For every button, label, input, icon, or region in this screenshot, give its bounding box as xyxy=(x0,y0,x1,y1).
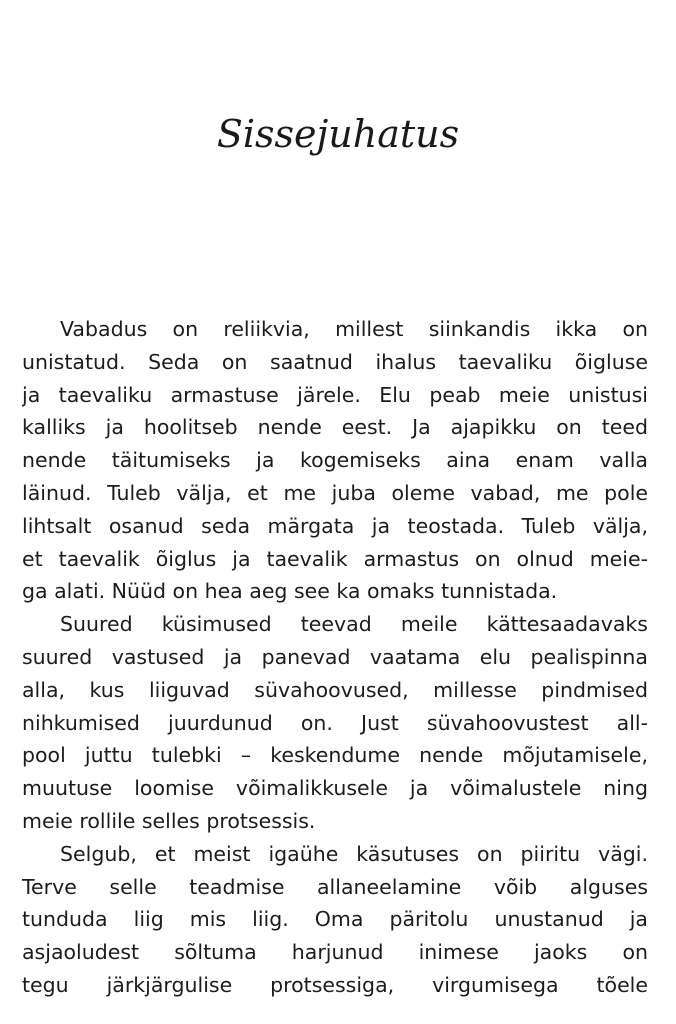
text-line: ga alati. Nüüd on hea aeg see ka omaks tunnistada. xyxy=(22,579,558,604)
text-line: meie rollile selles protsessis. xyxy=(22,808,316,833)
text-line: asjaoludest sõltuma harjunud inimese jaoks on xyxy=(22,940,648,965)
paragraph xyxy=(22,838,648,1002)
text-line: nende täitumiseks ja kogemiseks aina enam valla xyxy=(22,448,648,473)
text-line: et taevalik õiglus ja taevalik armastus on olnud meie- xyxy=(22,546,648,571)
text-line: tegu järkjärgulise protsessiga, virgumisega tõele xyxy=(22,972,648,997)
text-line: Suured küsimused teevad meile kättesaadavaks xyxy=(60,612,648,637)
text-line: nihkumised juurdunud on. Just süvahoovustest all- xyxy=(22,710,648,735)
text-line: alla, kus liiguvad süvahoovused, millesse pindmised xyxy=(22,677,648,702)
text-line: ja taevaliku armastuse järele. Elu peab meie unistusi xyxy=(22,382,648,407)
text-line: unistatud. Seda on saatnud ihalus taevaliku õigluse xyxy=(22,349,648,374)
text-line: tunduda liig mis liig. Oma päritolu unustanud ja xyxy=(22,907,648,932)
text-line: Vabadus on reliikvia, millest siinkandis ikka on xyxy=(60,317,648,341)
paragraph xyxy=(22,313,648,608)
text-line: pool juttu tulebki – keskendume nende mõjutamisele, xyxy=(22,743,648,768)
paragraph xyxy=(22,608,648,838)
text-line: läinud. Tuleb välja, et me juba oleme vabad, me pole xyxy=(22,480,648,505)
text-line: kalliks ja hoolitseb nende eest. Ja ajapikku on teed xyxy=(22,415,648,440)
body-text xyxy=(22,313,648,1002)
chapter-title: Sissejuhatus xyxy=(216,112,460,156)
text-line: lihtsalt osanud seda märgata ja teostada. Tuleb välja, xyxy=(22,513,648,538)
text-line: muutuse loomise võimalikkusele ja võimalustele ning xyxy=(22,776,648,801)
text-line: Terve selle teadmise allaneelamine võib alguses xyxy=(22,874,648,899)
text-line: suured vastused ja panevad vaatama elu pealispinna xyxy=(22,644,648,669)
text-line: Selgub, et meist igaühe käsutuses on piiritu vägi. xyxy=(60,841,648,866)
